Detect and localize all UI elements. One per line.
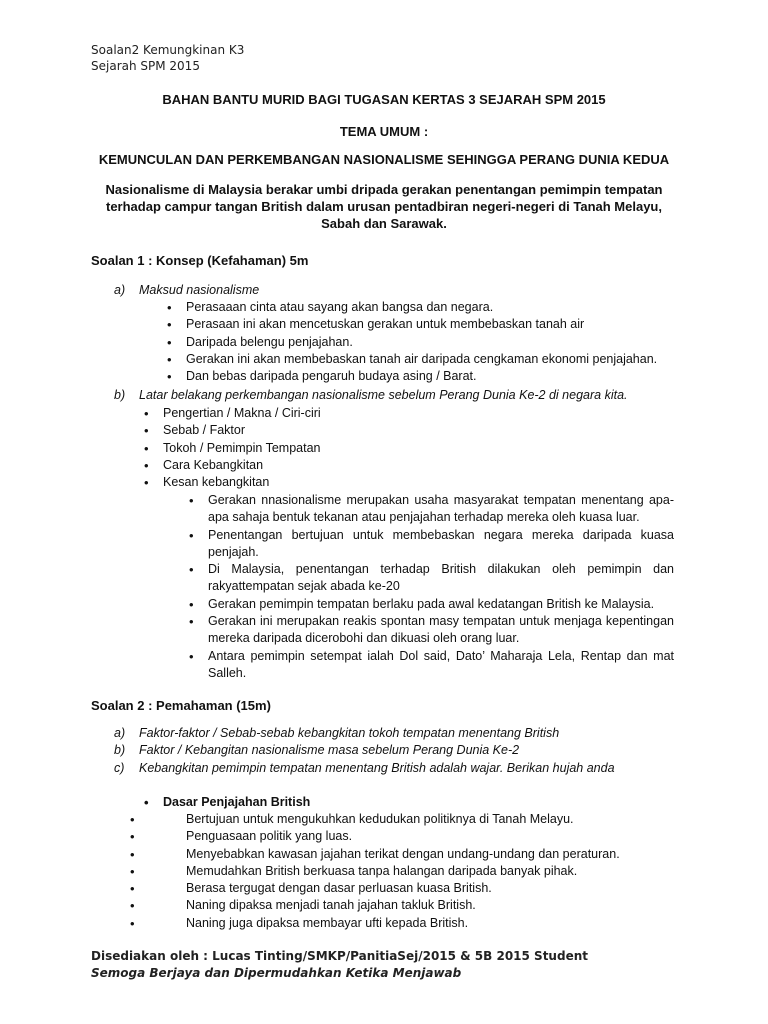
list-item: • Di Malaysia, penentangan terhadap British dilakukan oleh pemimpin dan rakyattempatan sejak abada ke-20 bbox=[208, 561, 674, 596]
header-line-1: Soalan2 Kemungkinan K3 bbox=[91, 43, 245, 57]
list-item: • Naning juga dipaksa membayar ufti kepada British. bbox=[149, 915, 686, 932]
dasar-points bbox=[186, 811, 686, 932]
tema-label: TEMA UMUM : bbox=[339, 124, 429, 139]
list-item: • Perasaan ini akan mencetuskan gerakan untuk membebaskan tanah air bbox=[186, 316, 686, 333]
list-item bbox=[114, 760, 699, 777]
item-text: Kebangkitan pemimpin tempatan menentang British adalah wajar. Berikan hujah anda bbox=[139, 760, 615, 775]
item-text: Faktor / Kebangitan nasionalisme masa sebelum Perang Dunia Ke-2 bbox=[139, 743, 520, 758]
list-item: • Berasa tergugat dengan dasar perluasan kuasa British. bbox=[149, 880, 686, 897]
item-label: a) bbox=[114, 726, 126, 740]
list-item: • Gerakan nnasionalisme merupakan usaha masyarakat tempatan menentang apa-apa sahaja bentuk tekanan atau penjajahan terhadap mereka oleh kuasa luar. bbox=[208, 492, 674, 527]
item-text: Latar belakang perkembangan nasionalisme sebelum Perang Dunia Ke-2 di negara kita. bbox=[139, 388, 628, 402]
list-item: • Tokoh / Pemimpin Tempatan bbox=[163, 440, 663, 457]
soalan-1-heading: Soalan 1 : Konsep (Kefahaman) 5m bbox=[91, 253, 309, 268]
list-item: • Gerakan ini merupakan reakis spontan masy tempatan untuk menjaga kepentingan mereka daripada dicerobohi dan dikuasi oleh orang luar. bbox=[208, 613, 674, 648]
page-footer bbox=[91, 948, 588, 982]
soalan-1-b-list bbox=[114, 387, 699, 404]
list-item: • Memudahkan British berkuasa tanpa halangan daripada banyak pihak. bbox=[149, 863, 686, 880]
list-item: • Antara pemimpin setempat ialah Dol said, Dato’ Maharaja Lela, Rentap dan mat Salleh. bbox=[208, 648, 674, 683]
footer-credit: Disediakan oleh : Lucas Tinting/SMKP/PanitiaSej/2015 & 5B 2015 Student bbox=[91, 949, 588, 963]
list-item: • Perasaaan cinta atau sayang akan bangsa dan negara. bbox=[186, 299, 686, 316]
list-item bbox=[114, 725, 699, 742]
tema-title: KEMUNCULAN DAN PERKEMBANGAN NASIONALISME SEHINGGA PERANG DUNIA KEDUA bbox=[98, 152, 670, 167]
list-item: • Penguasaan politik yang luas. bbox=[149, 828, 686, 845]
item-text: Maksud nasionalisme bbox=[139, 283, 260, 297]
footer-message: Semoga Berjaya dan Dipermudahkan Ketika Menjawab bbox=[91, 966, 462, 980]
latar-belakang-points bbox=[163, 405, 663, 491]
item-label: b) bbox=[114, 388, 126, 402]
list-item: • Dan bebas daripada pengaruh budaya asing / Barat. bbox=[186, 368, 686, 385]
dasar-heading-list bbox=[163, 794, 663, 811]
item-label: a) bbox=[114, 283, 126, 297]
list-item: • Sebab / Faktor bbox=[163, 422, 663, 439]
maksud-points bbox=[186, 299, 686, 385]
soalan-1-a-list bbox=[114, 282, 679, 299]
header-line-2: Sejarah SPM 2015 bbox=[91, 59, 200, 73]
list-item bbox=[114, 387, 699, 404]
list-item: • Gerakan pemimpin tempatan berlaku pada awal kedatangan British ke Malaysia. bbox=[208, 596, 674, 613]
item-label: c) bbox=[114, 760, 125, 775]
dasar-heading: • Dasar Penjajahan British bbox=[163, 794, 663, 811]
list-item bbox=[114, 282, 679, 299]
page-header bbox=[91, 42, 244, 74]
main-title: BAHAN BANTU MURID BAGI TUGASAN KERTAS 3 SEJARAH SPM 2015 bbox=[162, 92, 606, 107]
list-item: • Gerakan ini akan membebaskan tanah air daripada cengkaman ekonomi penjajahan. bbox=[186, 351, 686, 368]
item-text: Faktor-faktor / Sebab-sebab kebangkitan tokoh tempatan menentang British bbox=[139, 726, 560, 740]
list-item: • Pengertian / Makna / Ciri-ciri bbox=[163, 405, 663, 422]
list-item: • Cara Kebangkitan bbox=[163, 457, 663, 474]
list-item: • Kesan kebangkitan bbox=[163, 474, 663, 491]
soalan-2-list bbox=[114, 725, 699, 777]
intro-paragraph: Nasionalisme di Malaysia berakar umbi dripada gerakan penentangan pemimpin tempatan terhadap campur tangan British dalam urusan pentadbiran negeri-negeri di Tanah Melayu, Sabah dan Sarawak. bbox=[105, 182, 663, 231]
list-item: • Bertujuan untuk mengukuhkan kedudukan politiknya di Tanah Melayu. bbox=[149, 811, 686, 828]
list-item: • Daripada belengu penjajahan. bbox=[186, 334, 686, 351]
item-label: b) bbox=[114, 743, 126, 758]
list-item: • Penentangan bertujuan untuk membebaskan negara mereka daripada kuasa penjajah. bbox=[208, 527, 674, 562]
list-item bbox=[114, 742, 699, 759]
list-item: • Naning dipaksa menjadi tanah jajahan takluk British. bbox=[149, 897, 686, 914]
list-item: • Menyebabkan kawasan jajahan terikat dengan undang-undang dan peraturan. bbox=[149, 846, 686, 863]
soalan-2-heading: Soalan 2 : Pemahaman (15m) bbox=[91, 698, 271, 713]
kesan-points bbox=[208, 492, 674, 682]
